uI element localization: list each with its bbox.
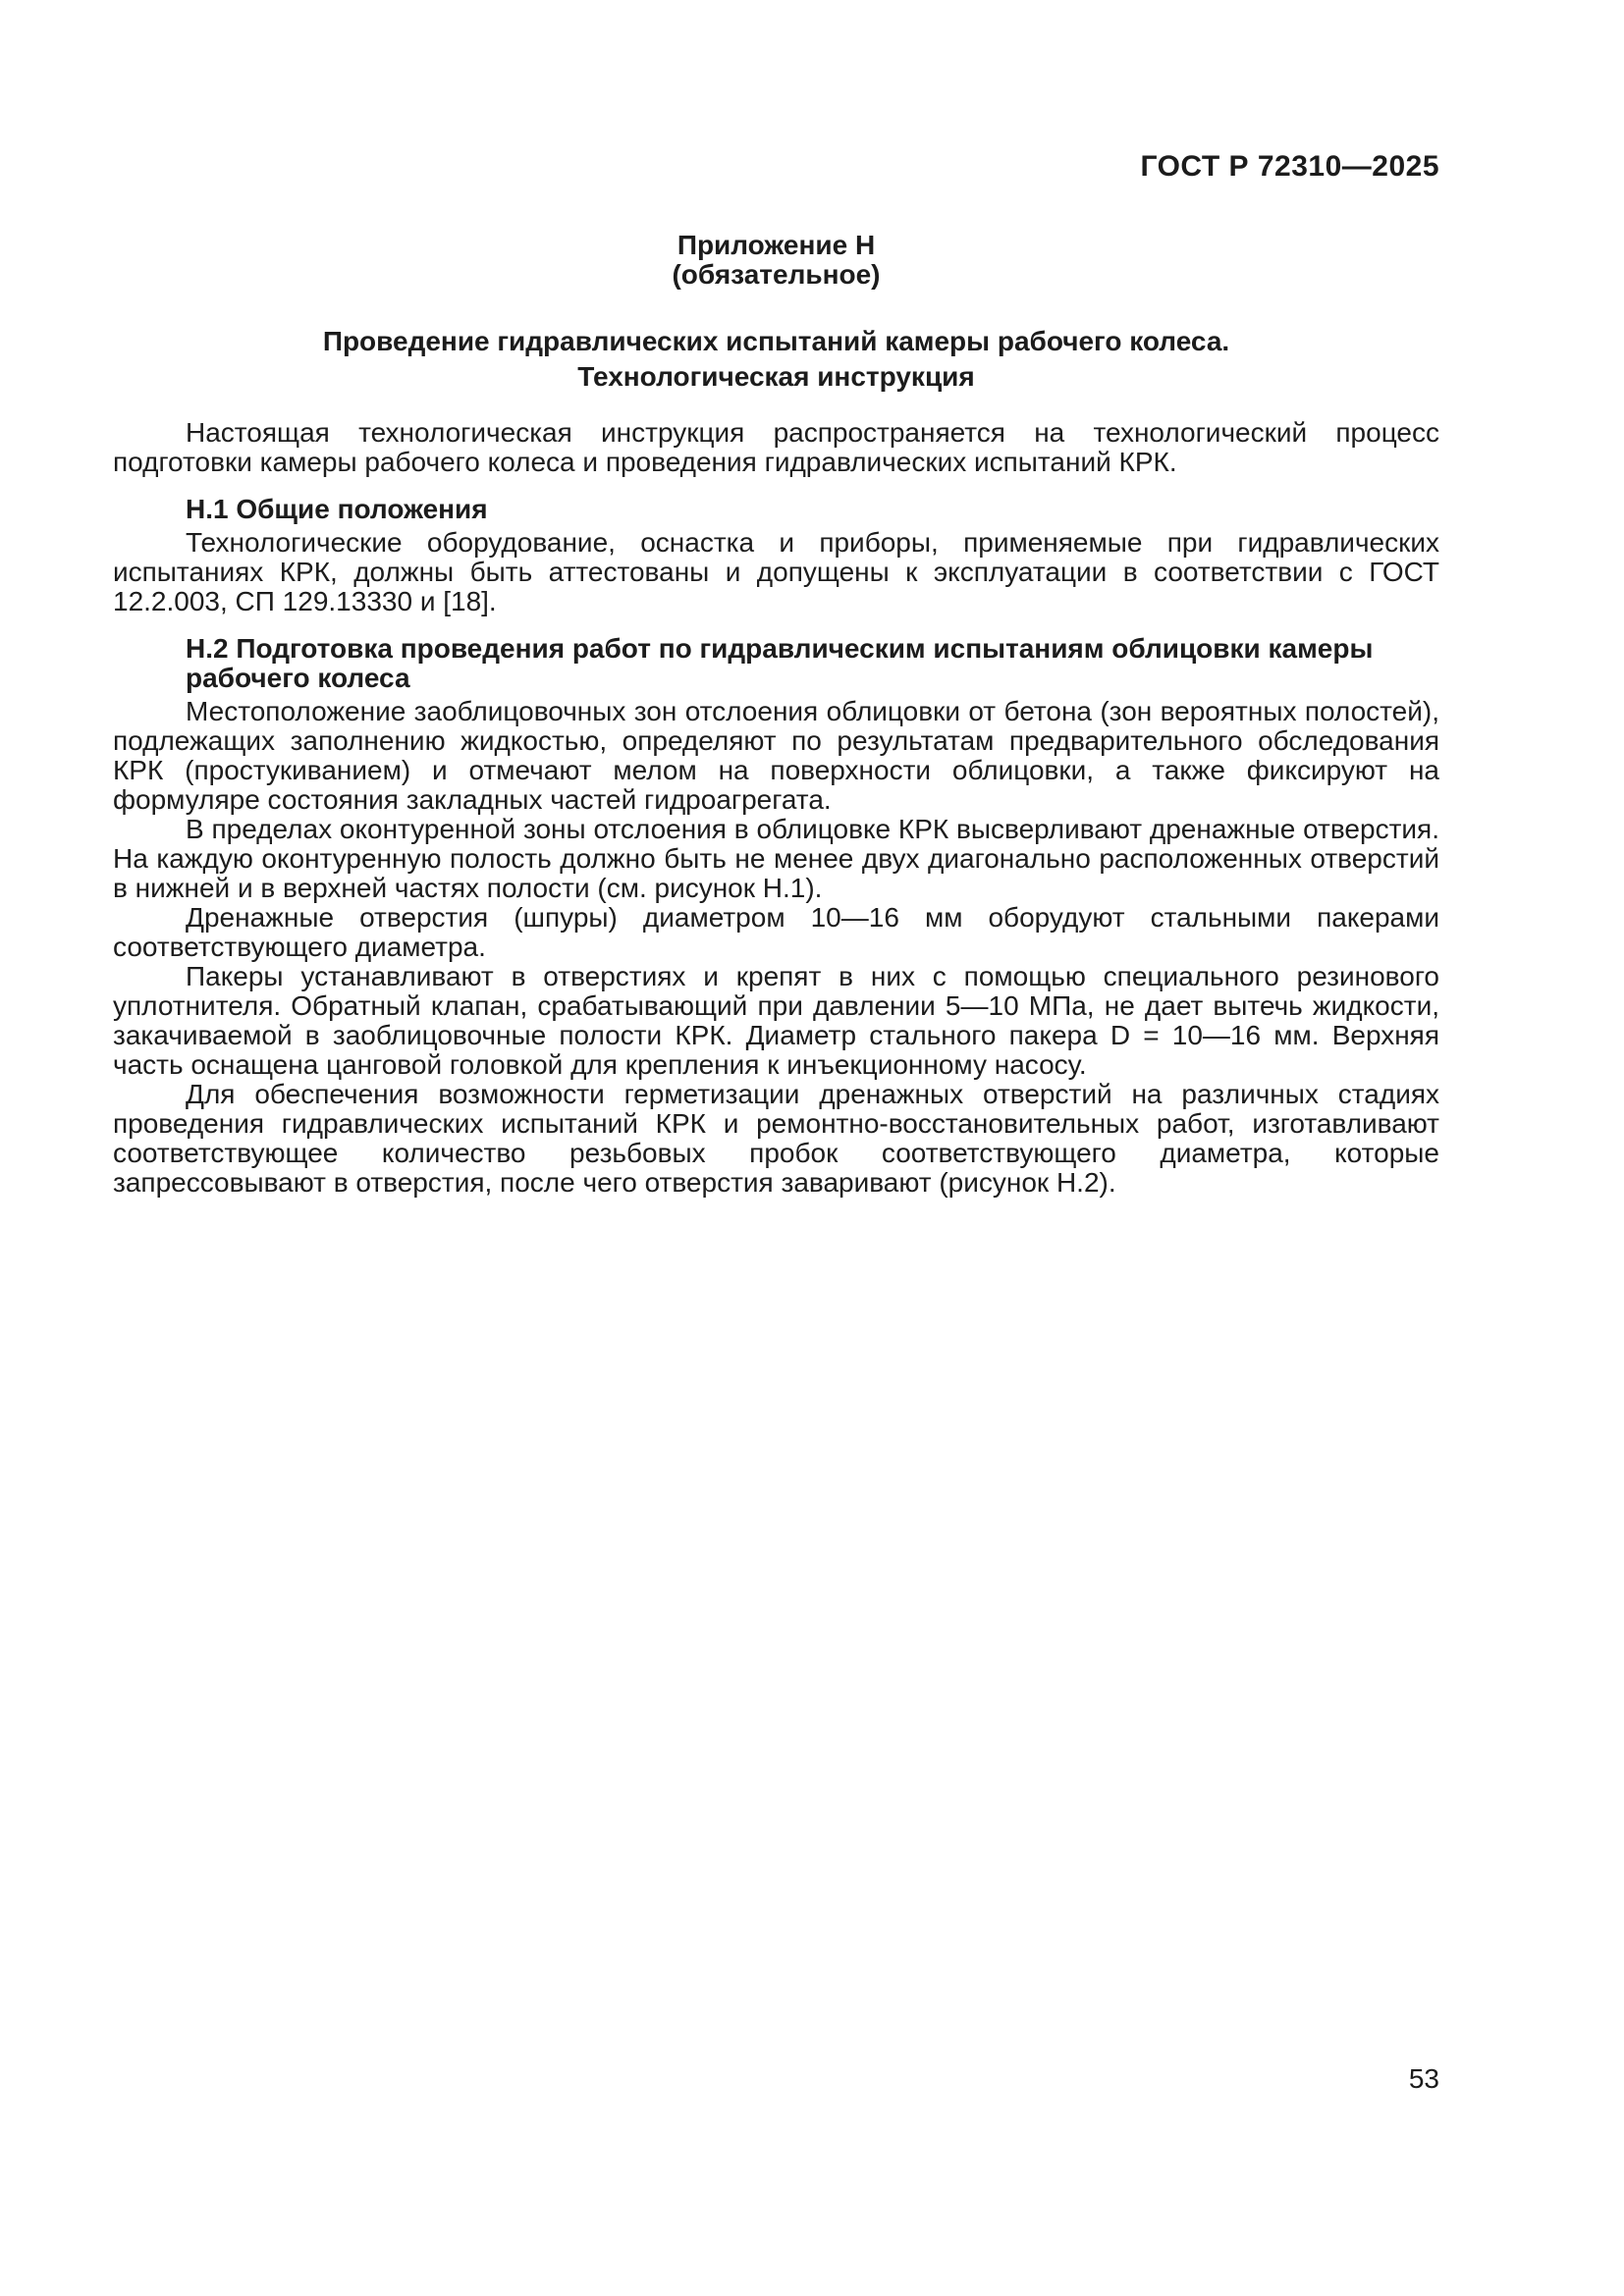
appendix-type-label: (обязательное) [672,259,881,290]
section-n2-paragraph-2: В пределах оконтуренной зоны отслоения в облицовке КРК высверливают дренажные отверстия. На каждую оконтуренную полость должно быть не менее двух диагонально расположенных отверстий в нижней и в верхней частях полости (см. рисунок Н.1). [113,814,1439,903]
page-number: 53 [1408,2063,1439,2094]
section-n2-paragraph-4: Пакеры устанавливают в отверстиях и крепят в них с помощью специального резинового уплотнителя. Обратный клапан, срабатывающий при давлении 5—10 МПа, не дает вытечь жидкости, закачиваемой в заоблицовочные полости КРК. Диаметр стального пакера D = 10—16 мм. Верхняя часть оснащена цанговой головкой для крепления к инъекционному насосу. [113,961,1439,1080]
section-n2-paragraph-3: Дренажные отверстия (шпуры) диаметром 10—16 мм оборудуют стальными пакерами соответствующего диаметра. [113,902,1439,962]
section-n2-paragraph-5: Для обеспечения возможности герметизации дренажных отверстий на различных стадиях проведения гидравлических испытаний КРК и ремонтно-восстановительных работ, изготавливают соответствующее количество резьбовых пробок соответствующего диаметра, которые запрессовывают в отверстия, после чего отверстия заваривают (рисунок Н.2). [113,1079,1439,1198]
section-n2-paragraph-1: Местоположение заоблицовочных зон отслоения облицовки от бетона (зон вероятных полостей), подлежащих заполнению жидкостью, определяют по результатам предварительного обследования КРК (простукиванием) и отмечают мелом на поверхности облицовки, а также фиксируют на формуляре состояния закладных частей гидроагрегата. [113,696,1439,815]
section-heading-n2: Н.2 Подготовка проведения работ по гидравлическим испытаниям облицовки камеры рабочего колеса [186,633,1374,693]
appendix-title [113,324,1439,395]
appendix-title-line-1: Проведение гидравлических испытаний камеры рабочего колеса. [322,326,1230,356]
page-content [113,152,1439,1198]
appendix-title-line-2: Технологическая инструкция [577,361,975,392]
appendix-label: Приложение Н [677,230,876,260]
running-header: ГОСТ Р 72310—2025 [1140,150,1439,183]
section-n1-paragraph: Технологические оборудование, оснастка и приборы, применяемые при гидравлических испытаниях КРК, должны быть аттестованы и допущены к эксплуатации в соответствии с ГОСТ 12.2.003, СП 129.13330 и [18]. [113,527,1439,616]
intro-paragraph: Настоящая технологическая инструкция распространяется на технологический процесс подготовки камеры рабочего колеса и проведения гидравлических испытаний КРК. [113,417,1439,477]
section-heading-n1: Н.1 Общие положения [186,494,488,524]
